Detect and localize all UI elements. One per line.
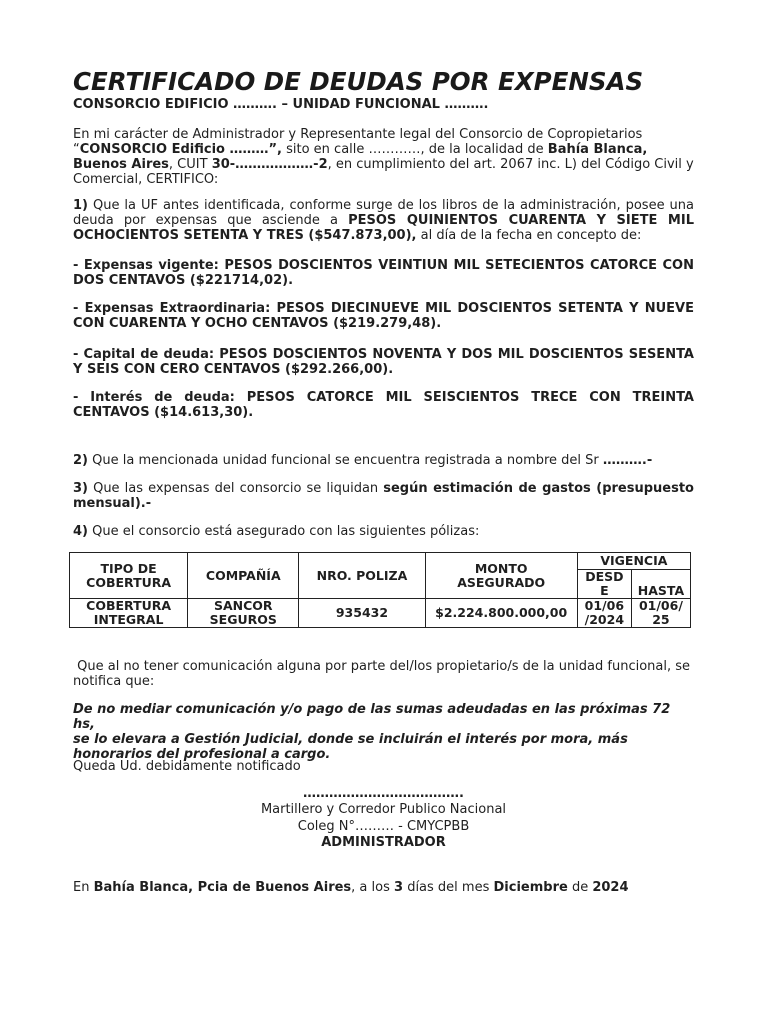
- item-4-number: 4): [73, 524, 88, 539]
- notice-line-1: Que al no tener comunicación alguna por parte del/los propietario/s de la unidad funcional, se: [73, 659, 691, 674]
- warning-paragraph: [73, 702, 694, 762]
- item-3-text: Que las expensas del consorcio se liquidan: [88, 481, 384, 496]
- item-1-line-2: [73, 213, 694, 228]
- document-subtitle: CONSORCIO EDIFICIO ………. – UNIDAD FUNCIONAL ……….: [73, 97, 489, 112]
- item-1-text: Que la UF antes identificada, conforme surge de los libros de la administración, posee una: [88, 198, 694, 213]
- closing-day: 3: [394, 880, 404, 895]
- intro-line-3: [73, 157, 694, 172]
- concept-line-2: Y SEIS CON CERO CENTAVOS ($292.266,00).: [73, 362, 394, 377]
- header-compania: COMPAÑÍA: [188, 553, 299, 599]
- item-2-number: 2): [73, 453, 88, 468]
- consorcio-name: CONSORCIO Edificio ………”,: [79, 142, 282, 157]
- header-tipo-cobertura: [70, 553, 188, 599]
- header-desde-line-1: DESD: [585, 569, 624, 584]
- item-1-number: 1): [73, 198, 88, 213]
- cell-hasta: [631, 599, 690, 628]
- cell-poliza: 935432: [299, 599, 425, 628]
- table-header-row: [70, 553, 691, 570]
- warning-line-1: De no mediar comunicación y/o pago de las sumas adeudadas en las próximas 72 hs,: [73, 702, 671, 732]
- closing-a-los: , a los: [351, 880, 395, 895]
- intro-line-2: [73, 142, 694, 157]
- item-3-line-2: [73, 496, 694, 511]
- header-nro-poliza: NRO. POLIZA: [299, 553, 425, 599]
- closing-de: de: [567, 880, 593, 895]
- header-desde: [577, 570, 631, 599]
- signature-registration: Coleg N°……… - CMYCPBB: [297, 819, 470, 834]
- policies-table: [69, 552, 691, 628]
- signature-role: ADMINISTRADOR: [321, 835, 446, 850]
- item-1-total-amount: OCHOCIENTOS SETENTA Y TRES ($547.873,00),: [73, 228, 417, 243]
- item-1-paragraph: [73, 198, 694, 243]
- cell-tipo: [70, 599, 188, 628]
- item-3-paragraph: [73, 481, 694, 511]
- notified-text: Queda Ud. debidamente notificado: [73, 759, 301, 774]
- table-row: [70, 599, 691, 628]
- item-1-line-1: [73, 198, 694, 213]
- header-vigencia: VIGENCIA: [577, 553, 690, 570]
- item-4-line: [73, 524, 694, 539]
- item-2-line: [73, 453, 694, 468]
- intro-line-4: Comercial, CERTIFICO:: [73, 172, 219, 187]
- concept-line-1: - Expensas Extraordinaria: PESOS DIECINUEVE MIL DOSCIENTOS SETENTA Y NUEVE: [73, 301, 694, 316]
- concept-line-1: - Interés de deuda: PESOS CATORCE MIL SEISCIENTOS TRECE CON TREINTA: [73, 390, 694, 405]
- cell-desde-line-1: 01/06: [584, 598, 625, 613]
- notice-paragraph: [73, 659, 694, 689]
- cuit-value: 30-………………-2: [211, 157, 328, 172]
- item-4-paragraph: [73, 524, 694, 539]
- item-1-debt-label: deuda por expensas que asciende a: [73, 213, 349, 228]
- item-1-total-words: PESOS QUINIENTOS CUARENTA Y SIETE MIL: [348, 213, 694, 228]
- cell-monto: $2.224.800.000,00: [425, 599, 577, 628]
- signature-title: Martillero y Corredor Publico Nacional: [260, 802, 507, 817]
- header-monto-line-2: ASEGURADO: [457, 574, 546, 590]
- header-hasta: HASTA: [631, 570, 690, 599]
- closing-place: Bahía Blanca, Pcia de Buenos Aires: [93, 880, 352, 895]
- header-monto-asegurado: [425, 553, 577, 599]
- header-tipo-line-1: TIPO DE: [100, 560, 157, 576]
- item-1-concept-label: al día de la fecha en concepto de:: [416, 228, 642, 243]
- warning-line-2: se lo elevara a Gestión Judicial, donde se incluirán el interés por mora, más: [73, 732, 628, 747]
- item-3-number: 3): [73, 481, 88, 496]
- item-3-method-end: mensual).-: [73, 496, 152, 511]
- concept-expensas-vigente: [73, 258, 694, 288]
- cell-desde: [577, 599, 631, 628]
- owner-name-blank: ……….-: [602, 453, 653, 468]
- cell-hasta-line-1: 01/06/: [638, 598, 683, 613]
- intro-legal: , en cumplimiento del art. 2067 inc. L) del Código Civil y: [327, 157, 694, 172]
- item-3-method: según estimación de gastos (presupuesto: [383, 481, 694, 496]
- closing-dias: días del mes: [403, 880, 494, 895]
- concept-line-2: CENTAVOS ($14.613,30).: [73, 405, 254, 420]
- concept-line-2: CON CUARENTA Y OCHO CENTAVOS ($219.279,48).: [73, 316, 442, 331]
- item-2-paragraph: [73, 453, 694, 468]
- cell-tipo-line-2: INTEGRAL: [93, 612, 164, 627]
- closing-month: Diciembre: [493, 880, 568, 895]
- item-1-line-3: [73, 228, 694, 243]
- city-name: Bahía Blanca,: [547, 142, 648, 157]
- concept-capital-deuda: [73, 347, 694, 377]
- cell-hasta-line-2: 25: [652, 612, 670, 627]
- header-desde-line-2: E: [600, 583, 609, 598]
- concept-line-2: DOS CENTAVOS ($221714,02).: [73, 273, 294, 288]
- intro-paragraph: [73, 127, 694, 187]
- cuit-label: , CUIT: [168, 157, 212, 172]
- intro-line-1: En mi carácter de Administrador y Representante legal del Consorcio de Copropietarios: [73, 127, 643, 142]
- header-monto-line-1: MONTO: [474, 560, 528, 576]
- document-title: CERTIFICADO DE DEUDAS POR EXPENSAS: [73, 67, 644, 96]
- item-2-text: Que la mencionada unidad funcional se encuentra registrada a nombre del Sr: [88, 453, 603, 468]
- item-4-text: Que el consorcio está asegurado con las siguientes pólizas:: [88, 524, 480, 539]
- concept-line-1: - Capital de deuda: PESOS DOSCIENTOS NOVENTA Y DOS MIL DOSCIENTOS SESENTA: [73, 347, 694, 362]
- concept-expensas-extraordinaria: [73, 301, 694, 331]
- province-name: Buenos Aires: [73, 157, 169, 172]
- warning-line-3: honorarios del profesional a cargo.: [73, 747, 331, 762]
- cell-tipo-line-1: COBERTURA: [86, 598, 172, 613]
- intro-quote: “: [73, 142, 80, 157]
- closing-en: En: [73, 880, 94, 895]
- cell-compania-line-1: SANCOR: [213, 598, 273, 613]
- notice-line-2: notifica que:: [73, 674, 155, 689]
- cell-compania: [188, 599, 299, 628]
- concept-line-1: - Expensas vigente: PESOS DOSCIENTOS VEINTIUN MIL SETECIENTOS CATORCE CON: [73, 258, 694, 273]
- cell-desde-line-2: /2024: [584, 612, 625, 627]
- intro-street: sito en calle …………, de la localidad de: [281, 142, 548, 157]
- header-tipo-line-2: COBERTURA: [86, 574, 172, 590]
- concept-interes-deuda: [73, 390, 694, 420]
- item-3-line-1: [73, 481, 694, 496]
- closing-line: [73, 880, 694, 895]
- cell-compania-line-2: SEGUROS: [209, 612, 277, 627]
- signature-line: ……………………………….: [303, 786, 464, 801]
- closing-year: 2024: [592, 880, 629, 895]
